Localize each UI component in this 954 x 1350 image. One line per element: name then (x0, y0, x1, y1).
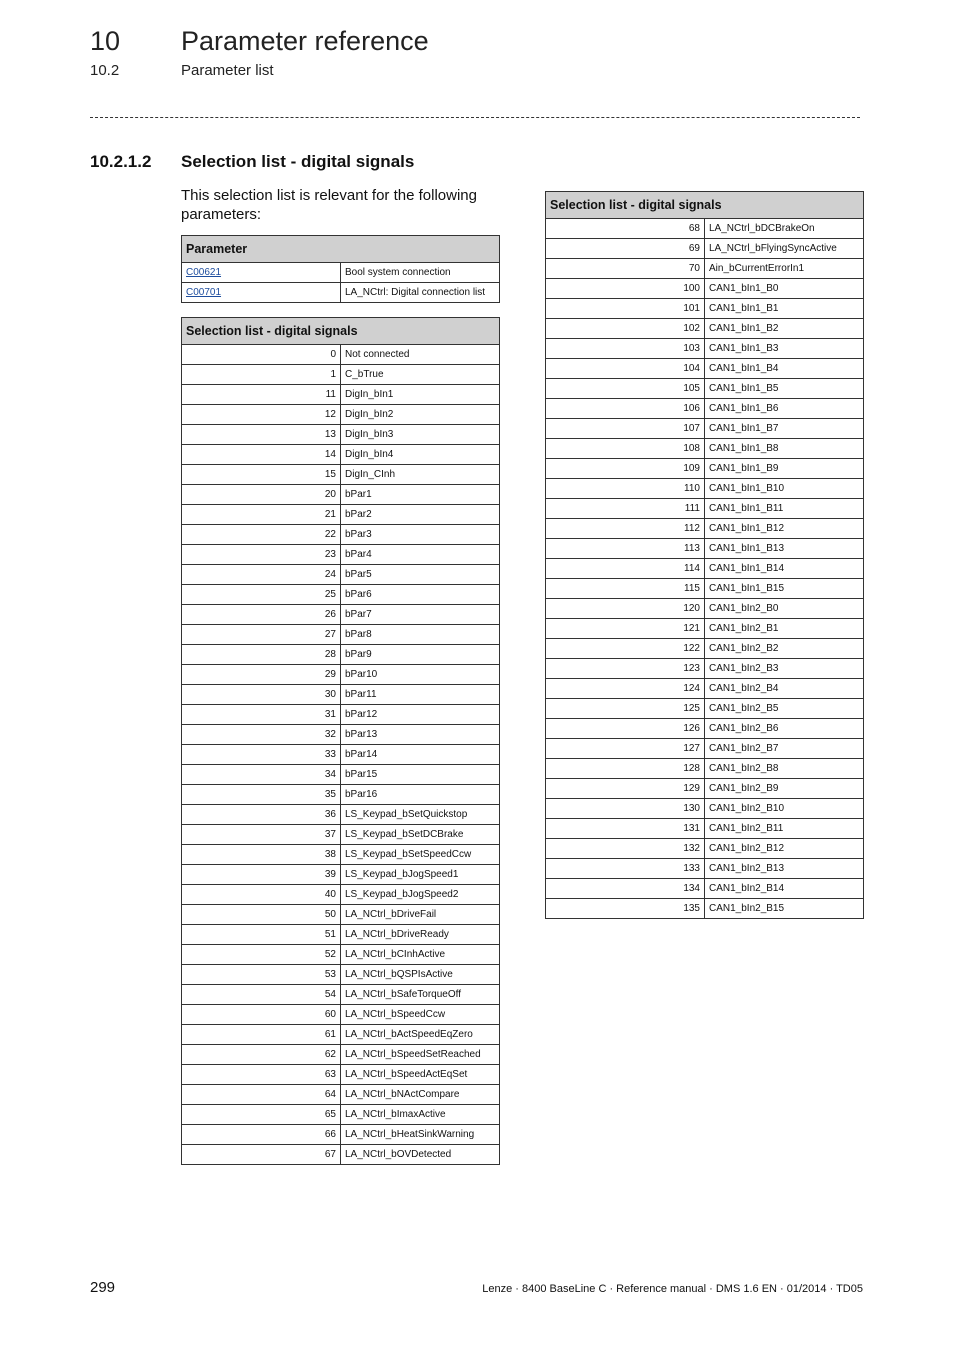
table-row (182, 745, 500, 765)
signal-value: 40 (182, 885, 341, 905)
signal-value: 29 (182, 665, 341, 685)
subsection-title: Selection list - digital signals (181, 152, 415, 171)
signal-value: 66 (182, 1125, 341, 1145)
signal-name: CAN1_bIn2_B1 (705, 619, 864, 639)
signal-name: CAN1_bIn2_B0 (705, 599, 864, 619)
signal-value: 113 (546, 539, 705, 559)
parameter-description: Bool system connection (341, 263, 500, 283)
table-row (182, 805, 500, 825)
signal-value: 51 (182, 925, 341, 945)
signal-name: bPar16 (341, 785, 500, 805)
parameter-link[interactable]: C00701 (186, 287, 222, 298)
signal-name: CAN1_bIn2_B12 (705, 839, 864, 859)
table-row (182, 1145, 500, 1165)
table-row (546, 459, 864, 479)
table-row (546, 859, 864, 879)
table-row (546, 239, 864, 259)
table-row (182, 1005, 500, 1025)
page-number: 299 (90, 1279, 116, 1296)
table-row (546, 419, 864, 439)
signal-value: 115 (546, 579, 705, 599)
signal-name: CAN1_bIn2_B4 (705, 679, 864, 699)
table-row (182, 625, 500, 645)
table-row (182, 1065, 500, 1085)
table-row (182, 845, 500, 865)
table-row (546, 639, 864, 659)
chapter-title: Parameter reference (181, 26, 429, 56)
table-row (182, 885, 500, 905)
table-row (546, 839, 864, 859)
signal-name: LA_NCtrl_bActSpeedEqZero (341, 1025, 500, 1045)
table-row (182, 645, 500, 665)
signal-value: 126 (546, 719, 705, 739)
signal-value: 129 (546, 779, 705, 799)
table-row (182, 425, 500, 445)
signal-name: LA_NCtrl_bQSPIsActive (341, 965, 500, 985)
table-row (182, 665, 500, 685)
signal-value: 12 (182, 405, 341, 425)
signal-name: CAN1_bIn2_B15 (705, 899, 864, 919)
table-row (546, 719, 864, 739)
table-row (182, 765, 500, 785)
signal-value: 14 (182, 445, 341, 465)
table-row (182, 965, 500, 985)
signal-name: LA_NCtrl_bSpeedCcw (341, 1005, 500, 1025)
signal-name: bPar10 (341, 665, 500, 685)
parameter-description: LA_NCtrl: Digital connection list (341, 283, 500, 303)
signal-name: CAN1_bIn1_B14 (705, 559, 864, 579)
signal-value: 101 (546, 299, 705, 319)
signal-name: LS_Keypad_bSetDCBrake (341, 825, 500, 845)
signal-value: 128 (546, 759, 705, 779)
signal-value: 53 (182, 965, 341, 985)
signal-value: 60 (182, 1005, 341, 1025)
table-row (182, 1045, 500, 1065)
signal-value: 103 (546, 339, 705, 359)
signal-value: 122 (546, 639, 705, 659)
signal-value: 104 (546, 359, 705, 379)
signal-name: bPar3 (341, 525, 500, 545)
table-row (182, 825, 500, 845)
signal-name: CAN1_bIn1_B9 (705, 459, 864, 479)
parameter-code-cell (182, 263, 341, 283)
signal-name: LA_NCtrl_bCInhActive (341, 945, 500, 965)
subsection-number: 10.2.1.2 (90, 152, 152, 171)
signal-value: 1 (182, 365, 341, 385)
signal-name: C_bTrue (341, 365, 500, 385)
selection-list-body-left (182, 345, 500, 1165)
signal-name: bPar8 (341, 625, 500, 645)
table-row (182, 445, 500, 465)
signal-name: LA_NCtrl_bImaxActive (341, 1105, 500, 1125)
table-row (182, 585, 500, 605)
signal-name: LA_NCtrl_bSpeedSetReached (341, 1045, 500, 1065)
signal-value: 120 (546, 599, 705, 619)
signal-value: 121 (546, 619, 705, 639)
signal-value: 105 (546, 379, 705, 399)
signal-name: CAN1_bIn2_B8 (705, 759, 864, 779)
table-row (546, 739, 864, 759)
signal-name: CAN1_bIn1_B3 (705, 339, 864, 359)
table-row (182, 283, 500, 303)
signal-name: CAN1_bIn1_B12 (705, 519, 864, 539)
signal-name: bPar11 (341, 685, 500, 705)
table-row (182, 505, 500, 525)
signal-value: 61 (182, 1025, 341, 1045)
signal-value: 21 (182, 505, 341, 525)
table-row (546, 279, 864, 299)
signal-value: 22 (182, 525, 341, 545)
signal-name: CAN1_bIn2_B3 (705, 659, 864, 679)
table-row (182, 725, 500, 745)
signal-name: CAN1_bIn2_B11 (705, 819, 864, 839)
table-row (546, 799, 864, 819)
signal-value: 107 (546, 419, 705, 439)
table-row (182, 1105, 500, 1125)
signal-value: 123 (546, 659, 705, 679)
signal-value: 37 (182, 825, 341, 845)
chapter-number: 10 (90, 26, 121, 56)
table-row (546, 539, 864, 559)
signal-name: CAN1_bIn1_B5 (705, 379, 864, 399)
signal-name: LS_Keypad_bJogSpeed2 (341, 885, 500, 905)
signal-name: CAN1_bIn2_B7 (705, 739, 864, 759)
table-row (182, 1125, 500, 1145)
signal-name: LA_NCtrl_bSafeTorqueOff (341, 985, 500, 1005)
table-row (182, 385, 500, 405)
signal-name: bPar15 (341, 765, 500, 785)
signal-name: CAN1_bIn2_B14 (705, 879, 864, 899)
signal-name: DigIn_bIn2 (341, 405, 500, 425)
table-row (546, 679, 864, 699)
signal-value: 70 (546, 259, 705, 279)
table-row (546, 519, 864, 539)
parameter-link[interactable]: C00621 (186, 267, 222, 278)
signal-name: LA_NCtrl_bHeatSinkWarning (341, 1125, 500, 1145)
signal-name: CAN1_bIn1_B10 (705, 479, 864, 499)
selection-list-table-right (545, 191, 864, 919)
signal-name: LA_NCtrl_bDriveReady (341, 925, 500, 945)
table-row (182, 1025, 500, 1045)
signal-value: 52 (182, 945, 341, 965)
signal-value: 124 (546, 679, 705, 699)
table-row (182, 525, 500, 545)
signal-name: bPar1 (341, 485, 500, 505)
selection-list-table-left (181, 317, 500, 1165)
signal-name: LS_Keypad_bJogSpeed1 (341, 865, 500, 885)
signal-name: LS_Keypad_bSetSpeedCcw (341, 845, 500, 865)
signal-value: 114 (546, 559, 705, 579)
signal-value: 31 (182, 705, 341, 725)
signal-name: LA_NCtrl_bSpeedActEqSet (341, 1065, 500, 1085)
signal-name: bPar2 (341, 505, 500, 525)
signal-value: 28 (182, 645, 341, 665)
signal-value: 30 (182, 685, 341, 705)
signal-value: 26 (182, 605, 341, 625)
table-row (546, 339, 864, 359)
table-row (546, 699, 864, 719)
section-number: 10.2 (90, 62, 120, 79)
signal-value: 100 (546, 279, 705, 299)
signal-value: 33 (182, 745, 341, 765)
signal-name: bPar4 (341, 545, 500, 565)
signal-name: CAN1_bIn2_B6 (705, 719, 864, 739)
signal-value: 54 (182, 985, 341, 1005)
signal-name: CAN1_bIn1_B0 (705, 279, 864, 299)
table-row (182, 925, 500, 945)
signal-value: 112 (546, 519, 705, 539)
signal-name: LA_NCtrl_bOVDetected (341, 1145, 500, 1165)
signal-value: 0 (182, 345, 341, 365)
parameter-table-body (182, 263, 500, 303)
signal-name: DigIn_CInh (341, 465, 500, 485)
signal-name: CAN1_bIn1_B4 (705, 359, 864, 379)
signal-value: 23 (182, 545, 341, 565)
signal-value: 67 (182, 1145, 341, 1165)
signal-value: 133 (546, 859, 705, 879)
signal-name: CAN1_bIn1_B11 (705, 499, 864, 519)
signal-value: 36 (182, 805, 341, 825)
signal-value: 108 (546, 439, 705, 459)
table-row (546, 559, 864, 579)
table-row (182, 465, 500, 485)
signal-value: 62 (182, 1045, 341, 1065)
signal-value: 69 (546, 239, 705, 259)
signal-name: DigIn_bIn1 (341, 385, 500, 405)
signal-name: bPar12 (341, 705, 500, 725)
table-row (546, 319, 864, 339)
table-row (182, 565, 500, 585)
table-row (182, 785, 500, 805)
parameter-table (181, 235, 500, 303)
header-divider (90, 117, 860, 118)
signal-value: 110 (546, 479, 705, 499)
parameter-table-header: Parameter (182, 236, 500, 263)
signal-name: CAN1_bIn2_B9 (705, 779, 864, 799)
table-row (546, 759, 864, 779)
signal-value: 35 (182, 785, 341, 805)
table-row (182, 945, 500, 965)
signal-value: 24 (182, 565, 341, 585)
table-row (182, 685, 500, 705)
table-row (182, 345, 500, 365)
signal-value: 64 (182, 1085, 341, 1105)
signal-value: 135 (546, 899, 705, 919)
signal-value: 68 (546, 219, 705, 239)
signal-name: CAN1_bIn2_B10 (705, 799, 864, 819)
signal-name: CAN1_bIn2_B13 (705, 859, 864, 879)
signal-name: CAN1_bIn1_B6 (705, 399, 864, 419)
table-row (546, 359, 864, 379)
signal-name: CAN1_bIn1_B8 (705, 439, 864, 459)
signal-value: 132 (546, 839, 705, 859)
signal-name: Not connected (341, 345, 500, 365)
signal-value: 11 (182, 385, 341, 405)
selection-list-header: Selection list - digital signals (546, 192, 864, 219)
table-row (546, 779, 864, 799)
table-row (546, 659, 864, 679)
signal-name: bPar13 (341, 725, 500, 745)
signal-value: 63 (182, 1065, 341, 1085)
signal-value: 15 (182, 465, 341, 485)
table-row (182, 485, 500, 505)
signal-name: LA_NCtrl_bDriveFail (341, 905, 500, 925)
signal-value: 130 (546, 799, 705, 819)
table-row (546, 219, 864, 239)
signal-name: bPar7 (341, 605, 500, 625)
signal-name: Ain_bCurrentErrorIn1 (705, 259, 864, 279)
table-row (546, 819, 864, 839)
signal-name: CAN1_bIn1_B7 (705, 419, 864, 439)
signal-name: bPar6 (341, 585, 500, 605)
signal-name: CAN1_bIn2_B2 (705, 639, 864, 659)
signal-name: CAN1_bIn1_B13 (705, 539, 864, 559)
table-row (546, 399, 864, 419)
table-row (546, 599, 864, 619)
table-row (546, 499, 864, 519)
signal-name: LA_NCtrl_bDCBrakeOn (705, 219, 864, 239)
table-row (546, 299, 864, 319)
table-row (182, 865, 500, 885)
table-row (546, 879, 864, 899)
signal-value: 106 (546, 399, 705, 419)
table-row (182, 365, 500, 385)
signal-name: CAN1_bIn1_B2 (705, 319, 864, 339)
signal-name: DigIn_bIn3 (341, 425, 500, 445)
signal-value: 32 (182, 725, 341, 745)
signal-value: 34 (182, 765, 341, 785)
table-row (182, 605, 500, 625)
signal-value: 38 (182, 845, 341, 865)
table-row (546, 579, 864, 599)
table-row (546, 899, 864, 919)
signal-value: 131 (546, 819, 705, 839)
signal-name: CAN1_bIn1_B1 (705, 299, 864, 319)
table-row (546, 439, 864, 459)
signal-name: LS_Keypad_bSetQuickstop (341, 805, 500, 825)
signal-name: LA_NCtrl_bFlyingSyncActive (705, 239, 864, 259)
table-row (546, 259, 864, 279)
signal-name: bPar5 (341, 565, 500, 585)
signal-name: bPar9 (341, 645, 500, 665)
parameter-code-cell (182, 283, 341, 303)
signal-value: 13 (182, 425, 341, 445)
signal-value: 125 (546, 699, 705, 719)
signal-name: bPar14 (341, 745, 500, 765)
signal-value: 102 (546, 319, 705, 339)
signal-name: LA_NCtrl_bNActCompare (341, 1085, 500, 1105)
table-row (546, 619, 864, 639)
signal-name: CAN1_bIn2_B5 (705, 699, 864, 719)
signal-value: 25 (182, 585, 341, 605)
table-row (182, 705, 500, 725)
signal-value: 20 (182, 485, 341, 505)
signal-value: 111 (546, 499, 705, 519)
table-row (182, 1085, 500, 1105)
table-row (182, 545, 500, 565)
table-row (546, 479, 864, 499)
signal-value: 134 (546, 879, 705, 899)
signal-value: 109 (546, 459, 705, 479)
selection-list-header: Selection list - digital signals (182, 318, 500, 345)
table-row (182, 985, 500, 1005)
signal-value: 127 (546, 739, 705, 759)
signal-name: DigIn_bIn4 (341, 445, 500, 465)
footer-text: Lenze · 8400 BaseLine C · Reference manual · DMS 1.6 EN · 01/2014 · TD05 (482, 1283, 863, 1295)
signal-value: 39 (182, 865, 341, 885)
section-title: Parameter list (181, 62, 274, 79)
table-row (182, 263, 500, 283)
table-row (546, 379, 864, 399)
signal-value: 65 (182, 1105, 341, 1125)
table-row (182, 905, 500, 925)
signal-value: 27 (182, 625, 341, 645)
signal-value: 50 (182, 905, 341, 925)
signal-name: CAN1_bIn1_B15 (705, 579, 864, 599)
intro-text: This selection list is relevant for the following parameters: (181, 187, 477, 223)
table-row (182, 405, 500, 425)
selection-list-body-right (546, 219, 864, 919)
